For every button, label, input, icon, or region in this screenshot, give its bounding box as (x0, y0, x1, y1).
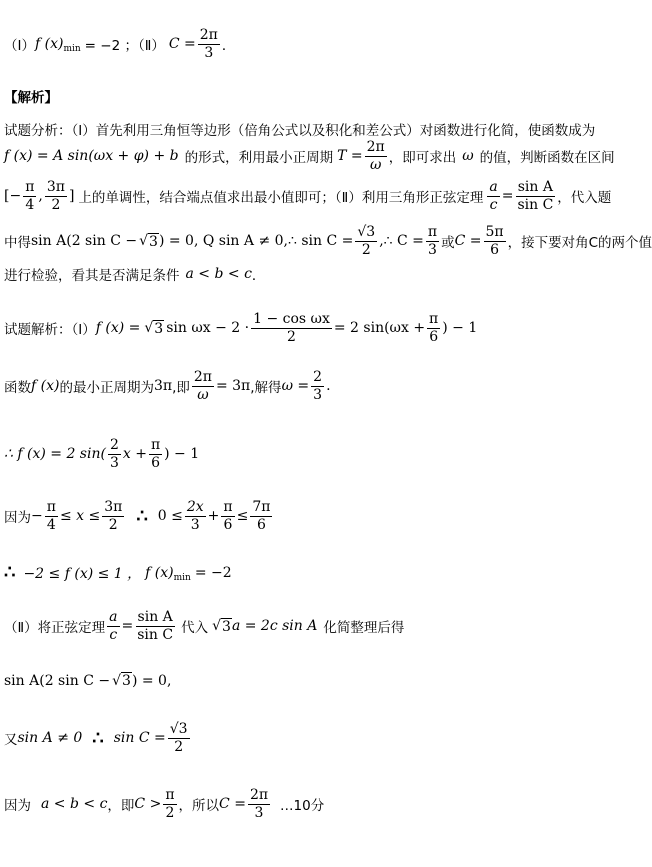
solution-line-9: 因为 a < b < c ，即 C > $\frac{\pi}{2}$ ，所以 C = $\frac{2\pi}{3}$ …10分 (4, 787, 325, 821)
analysis-line-2: f (x) = A sin(ωx + φ) + b 的形式，利用最小正周期 T = $\frac{2\pi}{\omega}$ ，即可求出 ω 的值，判断函数在区间 (4, 139, 615, 173)
section-title: 【解析】 (4, 90, 58, 106)
solution-line-1: 试题解析：（Ⅰ） f (x) = √ 3 sin ωx − 2 · $\frac{\text{1 − cos ωx}}{2}$ = 2 sin(ωx + $\frac{\pi}{6}$ ) − 1 (4, 311, 478, 345)
answer-end: ． (221, 38, 236, 55)
solution-line-2: 函数 f (x) 的最小正周期为 3π ,即 $\frac{2\pi}{\omega}$ = 3π ,解得 ω = $\frac{2}{3}$ . (4, 369, 331, 403)
analysis-line-1: 试题分析：（Ⅰ）首先利用三角恒等边形（倍角公式以及积化和差公式）对函数进行化简，使函数成为 (4, 123, 596, 139)
answer-c: C = (168, 36, 196, 53)
analysis-line-5: 进行检验，看其是否满足条件 a < b < c ． (4, 266, 266, 284)
answer-fraction: $\frac{2\pi}{3}$ (199, 27, 218, 61)
solution-line-4: 因为 − $\frac{\pi}{4}$ ≤ x ≤ $\frac{3\pi}{2}$ ∴ 0 ≤ $\frac{2x}{3}$ + $\frac{\pi}{6}$ ≤ $\frac{7\pi}{6}$ (4, 499, 271, 533)
answer-line (4, 28, 235, 60)
answer-min-sub: min (63, 44, 81, 55)
answer-part1: （Ⅰ） (4, 38, 35, 55)
analysis-line-4: 中得 sin A(2 sin C − √ 3 ) = 0, Q sin A ≠ 0,∴ sin C = $\frac{√3}{2}$ ,∴ C = $\frac{\pi}{3}$ 或 C = $\frac{5\pi}{6}$ ，接下要对角C的两个值 (4, 224, 652, 258)
solution-line-3: ∴ f (x) = 2 sin( $\frac{2}{3}$ x + $\frac{\pi}{6}$ ) − 1 (4, 437, 200, 471)
solution-line-5: ∴ −2 ≤ f (x) ≤ 1 ， f (x) min = −2 (4, 562, 232, 583)
answer-eq1: = −2 ；（Ⅱ） (84, 38, 165, 55)
solution-line-6: （Ⅱ）将正弦定理 $\frac{a}{c}$ = $\frac{\text{sin A}}{\text{sin C}}$ 代入 √ 3 a = 2c sin A 化简整理后得 (4, 609, 405, 643)
solution-line-7: sin A(2 sin C − √ 3 ) = 0, (4, 672, 172, 689)
solution-line-8: 又 sin A ≠ 0 ∴ sin C = $\frac{√3}{2}$ (4, 721, 188, 755)
analysis-line-3: [− $\frac{\pi}{4}$ , $\frac{3\pi}{2}$ ] 上的单调性，结合端点值求出最小值即可；（Ⅱ）利用三角形正弦定理 $\frac{a}{c}$ = $\frac{\text{sin A}}{\text{sin C}}$ ，代入题 (4, 179, 612, 213)
period-fraction: $\frac{2\pi}{\omega}$ (366, 139, 385, 173)
answer-fmin: f (x) (34, 36, 64, 53)
